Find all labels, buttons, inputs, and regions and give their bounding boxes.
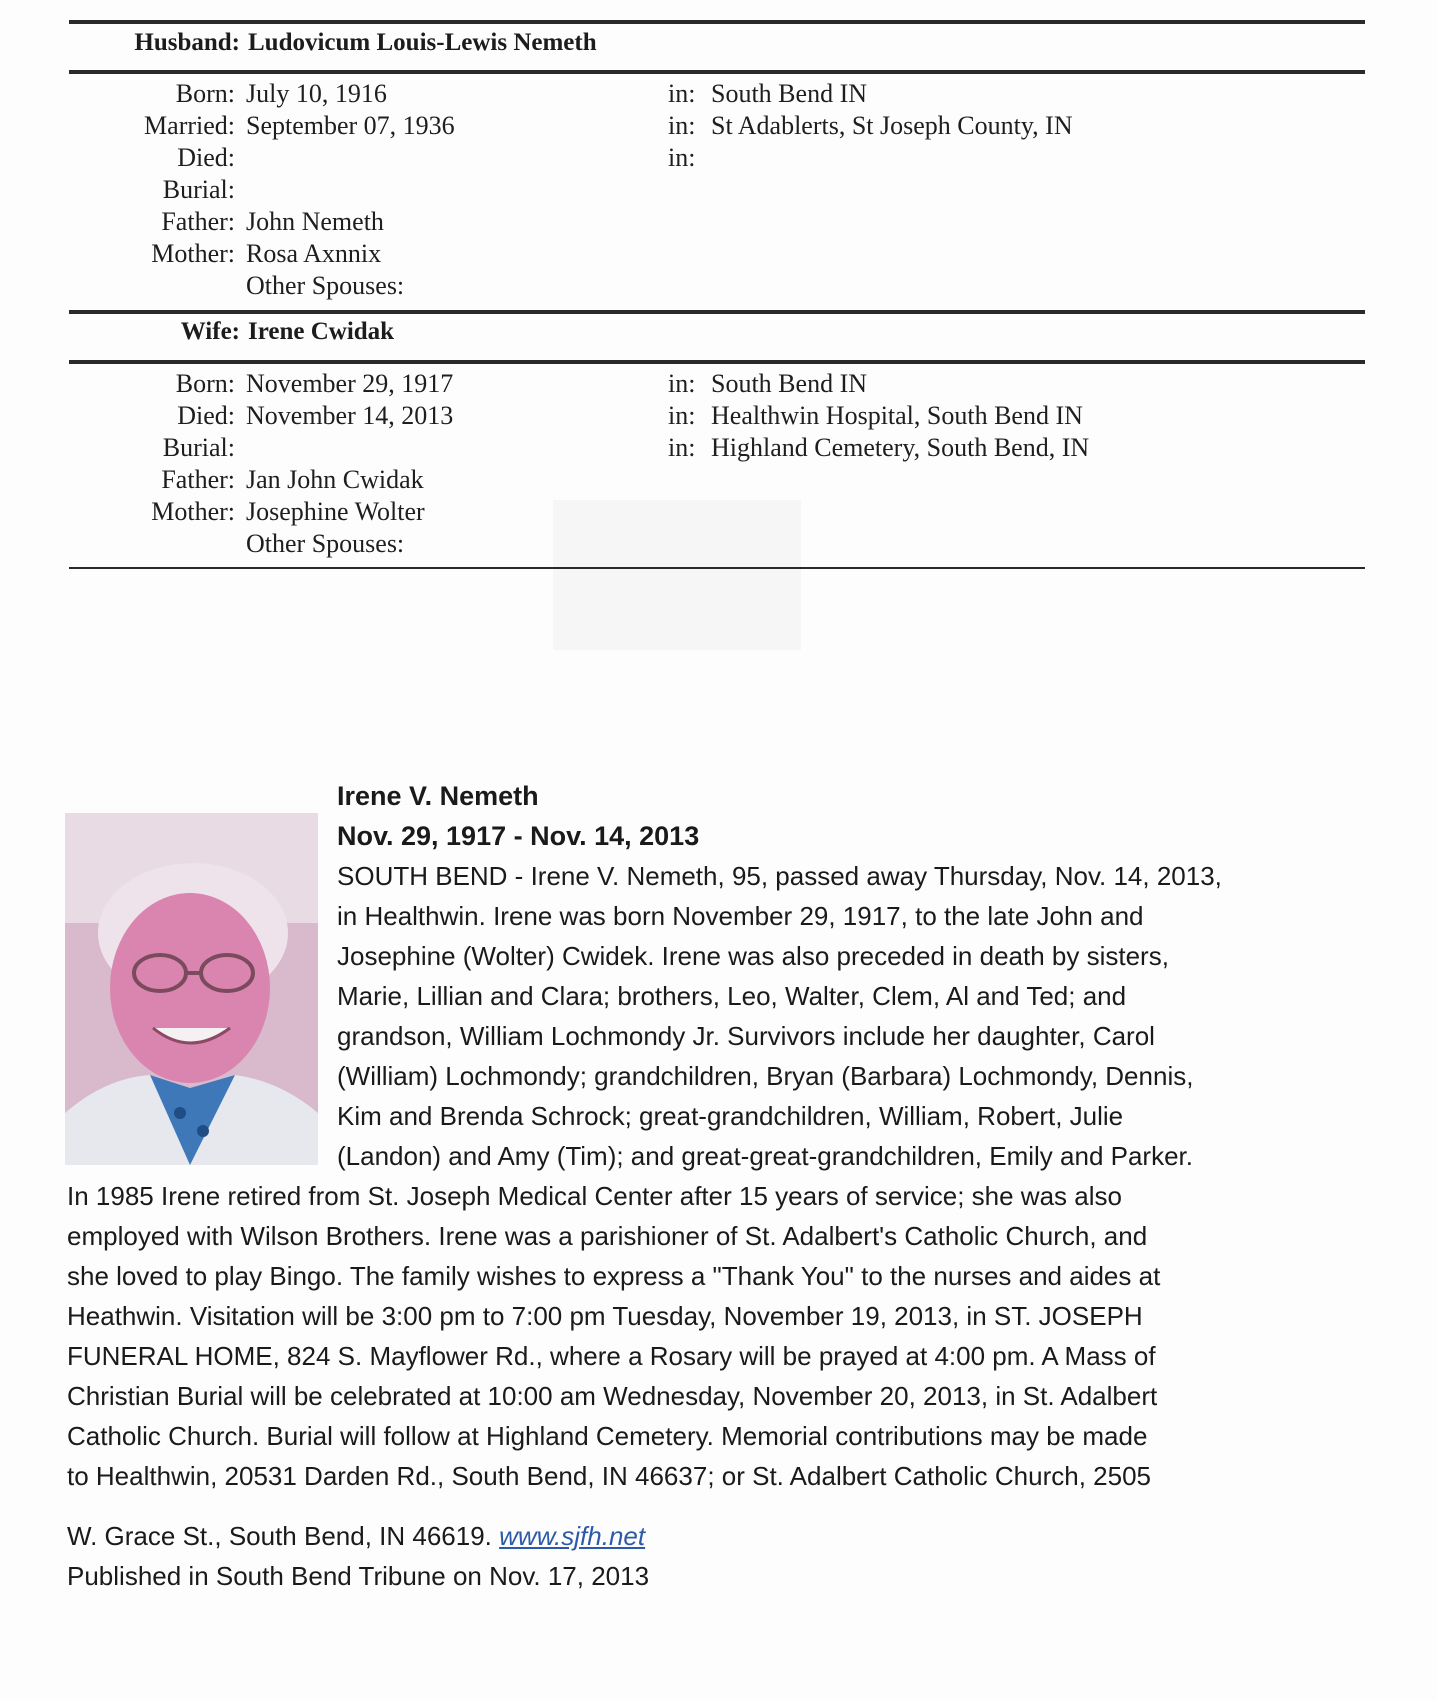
- wife-heading: [0, 316, 1437, 348]
- husband-row: [0, 174, 1437, 206]
- husband-end-rule: [69, 310, 1365, 314]
- obituary-line: grandson, William Lochmondy Jr. Survivors include her daughter, Carol: [337, 1021, 1155, 1051]
- obituary-line: to Healthwin, 20531 Darden Rd., South Bend, IN 46637; or St. Adalbert Catholic Church, 2505: [67, 1461, 1152, 1491]
- husband-place-label: in:: [668, 79, 696, 108]
- wife-field-label: Burial:: [162, 433, 235, 462]
- obituary-line: employed with Wilson Brothers. Irene was a parishioner of St. Adalbert's Catholic Church, and: [67, 1221, 1148, 1251]
- husband-other-spouses-row: [0, 270, 1437, 302]
- husband-row: [0, 206, 1437, 238]
- wife-field-value: November 14, 2013: [246, 401, 454, 430]
- husband-field-label: Born:: [175, 79, 235, 108]
- husband-field-label: Father:: [161, 207, 235, 236]
- obituary-dates: Nov. 29, 1917 - Nov. 14, 2013: [337, 821, 700, 851]
- obituary-line: Josephine (Wolter) Cwidek. Irene was also preceded in death by sisters,: [337, 941, 1169, 971]
- wife-place-label: in:: [668, 433, 696, 462]
- wife-place-value: Healthwin Hospital, South Bend IN: [711, 401, 1083, 430]
- husband-row: [0, 110, 1437, 142]
- obituary-line: Christian Burial will be celebrated at 10:00 am Wednesday, November 20, 2013, in St. Adalbert: [67, 1381, 1158, 1411]
- husband-field-value: John Nemeth: [246, 207, 384, 236]
- wife-heading-rule: [69, 360, 1365, 364]
- wife-field-value: November 29, 1917: [246, 369, 454, 398]
- obituary-line: In 1985 Irene retired from St. Joseph Medical Center after 15 years of service; she was also: [67, 1181, 1122, 1211]
- wife-row: [0, 400, 1437, 432]
- wife-field-value: Jan John Cwidak: [246, 465, 424, 494]
- husband-heading-rule: [69, 70, 1365, 74]
- obituary-line: SOUTH BEND - Irene V. Nemeth, 95, passed away Thursday, Nov. 14, 2013,: [337, 861, 1222, 891]
- obituary-line: Catholic Church. Burial will follow at Highland Cemetery. Memorial contributions may be made: [67, 1421, 1148, 1451]
- husband-field-label: Mother:: [151, 239, 235, 268]
- obituary-line: she loved to play Bingo. The family wishes to express a "Thank You" to the nurses and aides at: [67, 1261, 1161, 1291]
- obituary-last-line: [67, 1516, 645, 1556]
- published-line: Published in South Bend Tribune on Nov. 17, 2013: [67, 1561, 650, 1591]
- obituary-line: Heathwin. Visitation will be 3:00 pm to 7:00 pm Tuesday, November 19, 2013, in ST. JOSEPH: [67, 1301, 1143, 1331]
- portrait-icon: [65, 813, 318, 1165]
- husband-field-value: September 07, 1936: [246, 111, 455, 140]
- wife-field-label: Mother:: [151, 497, 235, 526]
- wife-field-label: Died:: [177, 401, 235, 430]
- husband-row: [0, 78, 1437, 110]
- obituary-last-line-text: W. Grace St., South Bend, IN 46619.: [67, 1521, 492, 1551]
- husband-field-value: Rosa Axnnix: [246, 239, 382, 268]
- obituary-line: (William) Lochmondy; grandchildren, Bryan (Barbara) Lochmondy, Dennis,: [337, 1061, 1194, 1091]
- husband-field-value: July 10, 1916: [246, 79, 387, 108]
- obituary-line: Marie, Lillian and Clara; brothers, Leo, Walter, Clem, Al and Ted; and: [337, 981, 1127, 1011]
- obituary-line: Kim and Brenda Schrock; great-grandchildren, William, Robert, Julie: [337, 1101, 1124, 1131]
- husband-field-label: Died:: [177, 143, 235, 172]
- husband-field-label: Burial:: [162, 175, 235, 204]
- husband-name: Ludovicum Louis-Lewis Nemeth: [248, 29, 597, 56]
- obituary-name: Irene V. Nemeth: [337, 781, 539, 811]
- show-through-smudge: [553, 500, 801, 650]
- obituary-line: in Healthwin. Irene was born November 29, 1917, to the late John and: [337, 901, 1144, 931]
- wife-place-value: Highland Cemetery, South Bend, IN: [711, 433, 1090, 462]
- husband-field-label: Married:: [144, 111, 235, 140]
- top-rule: [69, 20, 1365, 24]
- husband-place-value: South Bend IN: [711, 79, 867, 108]
- husband-heading: [0, 27, 1437, 59]
- funeral-home-link[interactable]: www.sjfh.net: [499, 1521, 646, 1551]
- husband-heading-label: Husband:: [134, 29, 240, 56]
- wife-field-label: Father:: [161, 465, 235, 494]
- wife-row: [0, 368, 1437, 400]
- wife-place-label: in:: [668, 401, 696, 430]
- husband-row: [0, 238, 1437, 270]
- husband-place-label: in:: [668, 111, 696, 140]
- wife-place-value: South Bend IN: [711, 369, 867, 398]
- wife-name: Irene Cwidak: [248, 318, 395, 345]
- husband-other-spouses-label: Other Spouses:: [246, 271, 405, 300]
- wife-field-label: Born:: [175, 369, 235, 398]
- husband-row: [0, 142, 1437, 174]
- wife-place-label: in:: [668, 369, 696, 398]
- wife-field-value: Josephine Wolter: [246, 497, 425, 526]
- wife-row: [0, 432, 1437, 464]
- obituary-line: (Landon) and Amy (Tim); and great-great-grandchildren, Emily and Parker.: [337, 1141, 1193, 1171]
- wife-end-rule: [69, 567, 1365, 569]
- husband-place-label: in:: [668, 143, 696, 172]
- portrait-photo: [65, 813, 318, 1165]
- wife-row: [0, 464, 1437, 496]
- husband-place-value: St Adablerts, St Joseph County, IN: [711, 111, 1073, 140]
- obituary-line: FUNERAL HOME, 824 S. Mayflower Rd., where a Rosary will be prayed at 4:00 pm. A Mass of: [67, 1341, 1156, 1371]
- wife-other-spouses-label: Other Spouses:: [246, 529, 405, 558]
- wife-heading-label: Wife:: [180, 318, 240, 345]
